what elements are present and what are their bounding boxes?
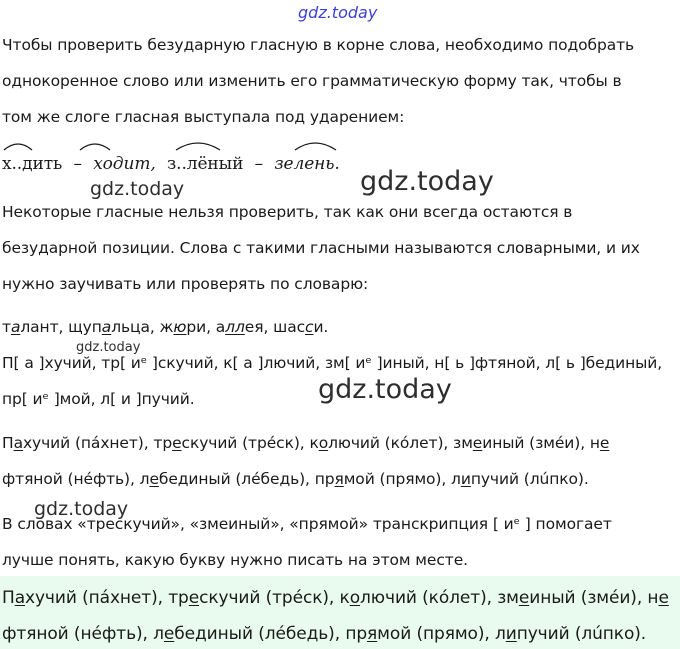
conclusion-line: лучше понять, какую букву нужно писать на этом месте. [2,551,468,569]
text: хучий (пáхнет), тр [25,588,189,608]
intro-line: том же слоге гласная выступала под ударением: [2,108,405,126]
underlined-letter: а [101,318,112,336]
text: скучий (трéск), к [181,434,319,452]
underlined-letter: е [599,434,610,452]
text: мой (прямо), л [343,470,461,488]
transcription-line: пр[ иᵉ ]мой, л[ и ]пучий. [2,390,195,408]
example-word: ходит, [93,154,156,174]
vocab-line: безударной позиции. Слова с такими гласными называются словарными, и их [2,239,640,257]
text: пучий (лúпко). [516,624,647,644]
text: П [2,434,14,452]
answer-line [2,588,669,608]
text: ея, [244,318,274,336]
text: ж [159,318,174,336]
underlined-letter: е [149,470,159,488]
underlined-letter: с [305,318,314,336]
vocab-line: нужно заучивать или проверять по словарю: [2,275,369,293]
text: бединый (лéбедь), пр [158,470,335,488]
text: иный (змéи), н [529,588,659,608]
underlined-letter: и [505,624,517,644]
underlined-letter: о [318,434,329,452]
underlined-letter: е [172,434,182,452]
text: фтяной (нéфть), л [2,624,164,644]
example-word: з..лёный [166,154,244,174]
watermark: gdz.today [360,166,494,197]
text: лант, [20,318,69,336]
underlined-letter: ю [173,318,187,336]
dash: – [254,154,264,174]
text: и. [313,318,329,336]
text: фтяной (нéфть), л [2,470,150,488]
underlined-letter: лл [225,318,245,336]
check-words-line [2,470,589,488]
example-line [2,154,340,174]
watermark: gdz.today [318,374,452,405]
intro-line: однокоренное слово или изменить его грамматическую форму так, чтобы в [2,72,622,90]
underlined-letter: е [658,588,669,608]
watermark: gdz.today [90,178,185,200]
underlined-letter: а [10,318,21,336]
watermark: gdz.today [34,498,129,520]
underlined-letter: я [334,470,344,488]
text: П [2,588,15,608]
example-word: зелень. [274,154,340,174]
text: бединый (лéбедь), пр [174,624,368,644]
text: шас [273,318,306,336]
text: мой (прямо), л [377,624,506,644]
text: скучий (трéск), к [199,588,350,608]
dash: – [73,154,82,174]
answer-line [2,624,646,644]
underlined-letter: е [518,588,530,608]
intro-line: Чтобы проверить безударную гласную в корне слова, необходимо подобрать [2,36,635,54]
conclusion-line: В словах «трескучий», «змеиный», «прямой» транскрипция [ иᵉ ] помогает [2,515,612,533]
underlined-letter: и [460,470,471,488]
underlined-letter: а [14,588,26,608]
underlined-letter: е [188,588,200,608]
transcription-line: П[ а ]хучий, тр[ иᵉ ]скучий, к[ а ]лючий, зм[ иᵉ ]иный, н[ ь ]фтяной, л[ ь ]бединый, [2,354,663,372]
text: а [215,318,226,336]
check-words-line [2,434,609,452]
text: ри, [186,318,216,336]
vocab-words [2,318,328,336]
underlined-letter: о [349,588,361,608]
text: хучий (пáхнет), тр [22,434,173,452]
text: лючий (кóлет), зм [360,588,519,608]
underlined-letter: е [472,434,483,452]
text: льца, [111,318,160,336]
watermark: gdz.today [76,340,141,355]
underlined-letter: я [367,624,378,644]
text: пучий (лúпко). [470,470,589,488]
text: лючий (кóлет), зм [328,434,473,452]
text: иный (змéи), н [482,434,600,452]
example-word: х..дить [2,154,63,174]
root-arcs [0,136,680,156]
text: щуп [68,318,102,336]
vocab-line: Некоторые гласные нельзя проверить, так как они всегда остаются в [2,203,573,221]
underlined-letter: е [163,624,175,644]
text: т [2,318,11,336]
watermark-top: gdz.today [298,3,378,22]
underlined-letter: а [13,434,23,452]
